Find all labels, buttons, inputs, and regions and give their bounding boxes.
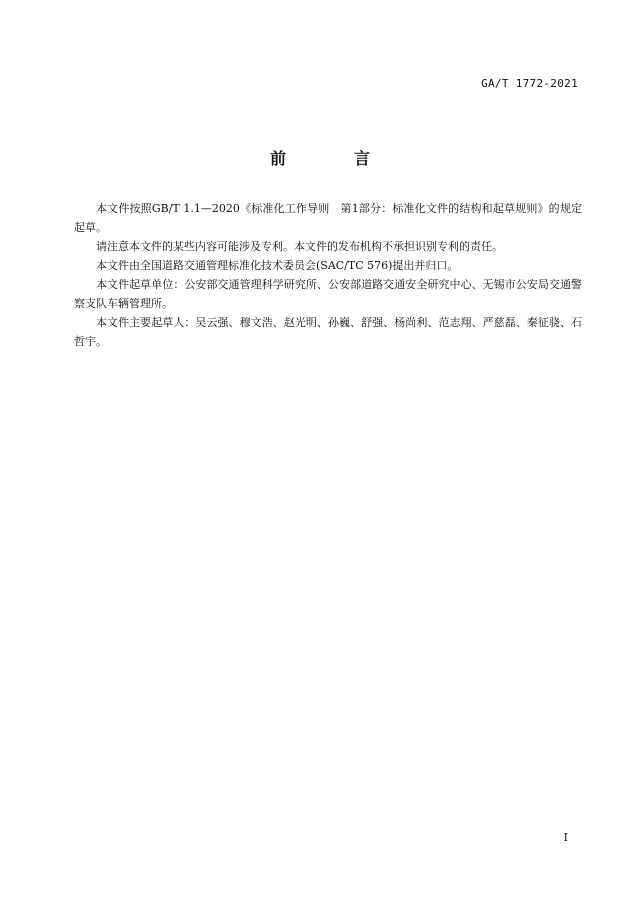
document-code: GA/T 1772-2021 [481,77,578,90]
foreword-body [74,199,582,351]
paragraph-drafters: 本文件主要起草人：吴云强、穆文浩、赵光明、孙巍、舒强、杨尚利、范志翔、严慈磊、秦征骁、石哲宇。 [74,316,582,348]
paragraph-drafting-units: 本文件起草单位：公安部交通管理科学研究所、公安部道路交通安全研究中心、无锡市公安局交通警察支队车辆管理所。 [74,278,582,310]
page-number: I [563,831,568,844]
paragraph-drafting-rules: 本文件按照GB/T 1.1—2020《标准化工作导则 第1部分：标准化文件的结构和起草规则》的规定起草。 [74,202,582,234]
page-title: 前 言 [269,149,396,168]
paragraph-proposer: 本文件由全国道路交通管理标准化技术委员会(SAC/TC 576)提出并归口。 [96,259,459,272]
paragraph-patent-notice: 请注意本文件的某些内容可能涉及专利。本文件的发布机构不承担识别专利的责任。 [96,240,503,253]
